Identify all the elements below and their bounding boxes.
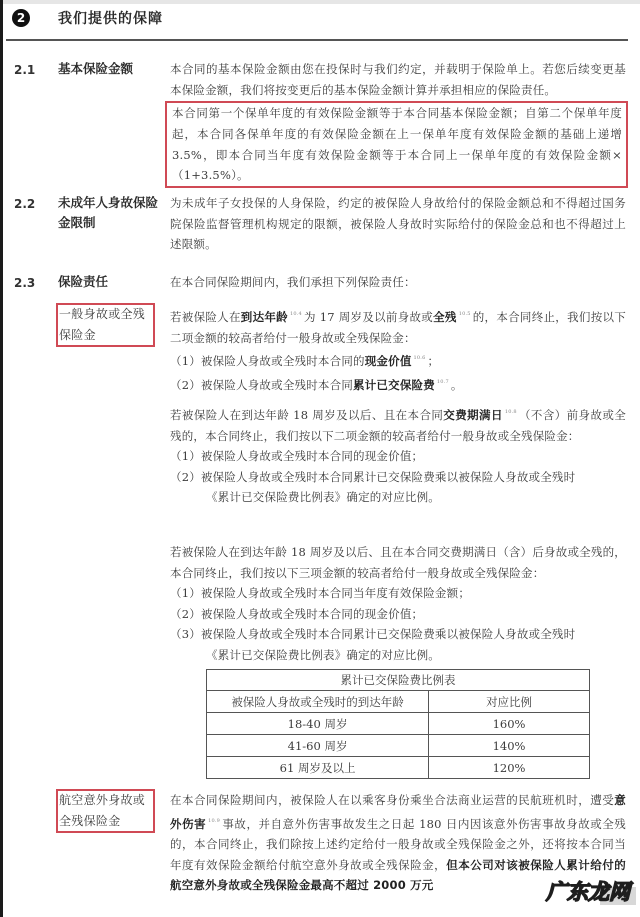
- list-item-3-continuation: 《累计已交保险费比例表》确定的对应比例。: [206, 647, 440, 662]
- header-divider: [6, 39, 628, 41]
- section-header: [0, 0, 640, 38]
- section-number-badge: 2: [12, 9, 30, 27]
- footnote-ref[interactable]: 10.7: [436, 378, 449, 385]
- benefit-label-aviation-death: 航空意外身故或全残保险金: [59, 793, 146, 828]
- cell-ratio: 160%: [429, 713, 590, 735]
- text: 的，本合同终止，我们按以下二项金额的较高者给付一般身故或全残保险金：: [170, 310, 626, 345]
- term-payment-end-date[interactable]: 交费期满日: [443, 408, 503, 422]
- list-item-2-continuation: 《累计已交保险费比例表》确定的对应比例。: [206, 490, 440, 504]
- text: ；: [427, 354, 440, 368]
- term-total-disability[interactable]: 全残: [433, 310, 457, 324]
- clause-label-basic-sum-insured: 基本保险金额: [58, 61, 134, 76]
- benefit-label-general-death: 一般身故或全残保险金: [59, 307, 146, 342]
- text: （不含）前身故或全残的，本合同终止，我们按以下二项金额的较高者给付一般身故或全残保险金：: [170, 408, 626, 443]
- list-item-2: [170, 372, 626, 396]
- text: 为 17 周岁及以前身故或: [303, 310, 434, 324]
- term-accidental-injury[interactable]: 意外伤害: [170, 793, 626, 831]
- watermark-logo: 广东龙网: [546, 880, 630, 904]
- premium-ratio-table: [206, 669, 590, 779]
- footnote-ref[interactable]: 10.6: [413, 355, 426, 361]
- cell-age: 18-40 周岁: [207, 713, 429, 735]
- table-row: [207, 713, 590, 735]
- list-item-1: （1）被保险人身故或全残时本合同当年度有效保险金额；: [170, 586, 471, 600]
- clause-number-2-2: 2.2: [14, 197, 36, 211]
- table-row: [207, 735, 590, 757]
- text: 若被保险人在到达年龄 18 周岁及以后、且在本合同交费期满日（含）后身故或全残的，本合同终止，我们按以下三项金额的较高者给付一般身故或全残保险金：: [170, 545, 626, 580]
- general-death-block-3: [170, 542, 626, 665]
- clause-number-2-3: 2.3: [14, 276, 36, 290]
- clause-label-insurance-liability: 保险责任: [58, 274, 109, 289]
- text: （2）被保险人身故或全残时本合同: [170, 377, 354, 392]
- list-item-1: [170, 348, 626, 372]
- general-death-block-2: [170, 402, 626, 508]
- list-item-1: （1）被保险人身故或全残时本合同的现金价值；: [170, 449, 424, 463]
- clause-2-3-intro: 在本合同保险期间内，我们承担下列保险责任：: [170, 275, 416, 289]
- list-item-2: （2）被保险人身故或全残时本合同的现金价值；: [170, 606, 424, 621]
- footnote-ref[interactable]: 10.5: [458, 311, 471, 317]
- column-header-age: 被保险人身故或全残时的到达年龄: [207, 691, 429, 713]
- general-death-block-1: [170, 304, 626, 395]
- table-caption: 累计已交保险费比例表: [207, 670, 590, 691]
- text: 事故，并自意外伤害事故发生之日起 180 日内因该意外伤害事故身故或全残的，本合同终止，我们除按上述约定给付一般身故或全残保险金之外，还将按本合同当年度有效保险金额给付航空意外身故或全残保险金，: [170, 816, 626, 872]
- text: （1）被保险人身故或全残时本合同的: [170, 354, 365, 368]
- clause-label-minor-death-limit: 未成年人身故保险金限制: [58, 195, 159, 230]
- clause-2-1-paragraph-1: 本合同的基本保险金额由您在投保时与我们约定，并载明于保险单上。若您后续变更基本保险金额，我们将按变更后的基本保险金额计算并承担相应的保险责任。: [170, 62, 626, 97]
- text: 若被保险人在: [170, 310, 241, 324]
- term-total-premiums-paid[interactable]: 累计已交保险费: [353, 377, 435, 392]
- text: 在本合同保险期间内，被保险人在以乘客身份乘坐合法商业运营的民航班机时，遭受: [170, 793, 615, 807]
- column-header-ratio: 对应比例: [429, 691, 590, 713]
- term-cash-value[interactable]: 现金价值: [364, 354, 412, 368]
- cell-age: 41-60 周岁: [207, 735, 429, 757]
- clause-2-1-paragraph-2: 本合同第一个保单年度的有效保险金额等于本合同基本保险金额；自第二个保单年度起，本合同各保单年度的有效保险金额在上一保单年度有效保险金额的基础上递增 3.5%，即本合同当年度有效保险金额等于本合同上一保单年度的有效保险金额×（1+3.5%）。: [172, 106, 622, 183]
- table-row: [207, 757, 590, 779]
- footnote-ref[interactable]: 10.4: [289, 311, 302, 317]
- text: 若被保险人在到达年龄 18 周岁及以后、且在本合同: [170, 408, 444, 422]
- aviation-max-limit-text: 但本公司对该被保险人累计给付的航空意外身故或全残保险金最高不超过 2000 万元: [170, 857, 626, 892]
- text: 。: [450, 377, 463, 392]
- clause-2-2-paragraph: 为未成年子女投保的人身保险，约定的被保险人身故给付的保险金额总和不得超过国务院保险监督管理机构规定的限额，被保险人身故时实际给付的保险金总和也不得超过上述限额。: [170, 196, 626, 251]
- cell-ratio: 140%: [429, 735, 590, 757]
- page-left-edge: [0, 0, 3, 917]
- term-attained-age[interactable]: 到达年龄: [240, 310, 288, 324]
- section-title: 我们提供的保障: [58, 11, 163, 27]
- clause-number-2-1: 2.1: [14, 63, 36, 77]
- list-item-2: （2）被保险人身故或全残时本合同累计已交保险费乘以被保险人身故或全残时: [170, 469, 576, 484]
- cell-age: 61 周岁及以上: [207, 757, 429, 779]
- footnote-ref[interactable]: 10.9: [208, 817, 221, 824]
- cell-ratio: 120%: [429, 757, 590, 779]
- footnote-ref[interactable]: 10.8: [504, 409, 517, 415]
- list-item-3: （3）被保险人身故或全残时本合同累计已交保险费乘以被保险人身故或全残时: [170, 627, 576, 641]
